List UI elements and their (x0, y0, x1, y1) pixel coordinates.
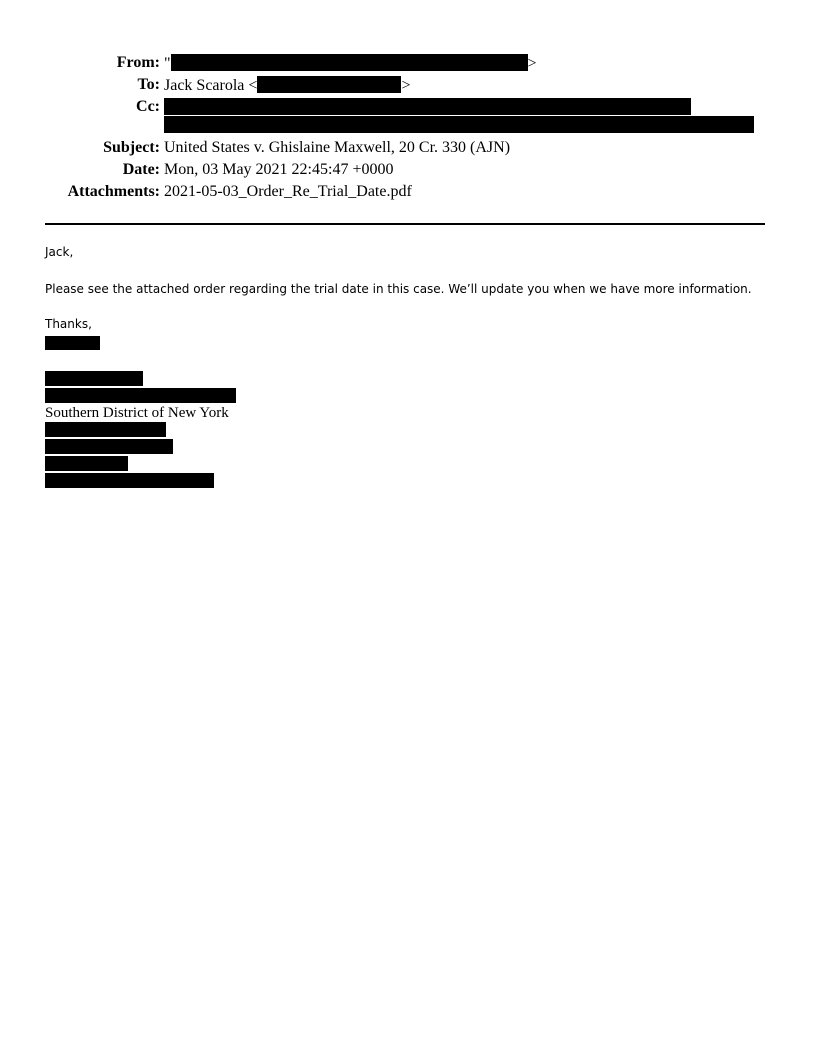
closing: Thanks, (45, 317, 92, 331)
from-quote: " (164, 55, 171, 72)
redaction-box (164, 98, 691, 115)
redaction-box (45, 456, 128, 471)
redaction-box (45, 439, 173, 454)
redaction-box (45, 473, 214, 488)
to-value (164, 76, 410, 95)
redaction-box (45, 371, 143, 386)
redaction-box (164, 116, 754, 133)
body-paragraph: Please see the attached order regarding the trial date in this case. We’ll update you when we have more information. (45, 282, 752, 296)
subject-label: Subject: (103, 139, 160, 156)
to-label: To: (137, 76, 160, 93)
redaction-box (45, 388, 236, 403)
redaction-box (45, 336, 100, 350)
redaction-box (45, 422, 166, 437)
redaction-box (171, 54, 528, 71)
subject-value: United States v. Ghislaine Maxwell, 20 Cr. 330 (AJN) (164, 139, 511, 156)
attachments-label: Attachments: (67, 183, 160, 200)
from-suffix: > (527, 55, 537, 72)
from-label: From: (116, 54, 160, 71)
signature-office: Southern District of New York (45, 405, 229, 421)
date-label: Date: (122, 161, 160, 178)
cc-label: Cc: (136, 98, 160, 115)
attachment-link[interactable]: 2021-05-03_Order_Re_Trial_Date.pdf (164, 183, 412, 200)
from-value (164, 54, 537, 73)
header-divider (45, 223, 765, 225)
greeting: Jack, (45, 245, 74, 259)
to-suffix: > (401, 77, 411, 94)
to-name: Jack Scarola < (164, 77, 258, 94)
redaction-box (257, 76, 401, 93)
date-value: Mon, 03 May 2021 22:45:47 +0000 (164, 161, 394, 178)
